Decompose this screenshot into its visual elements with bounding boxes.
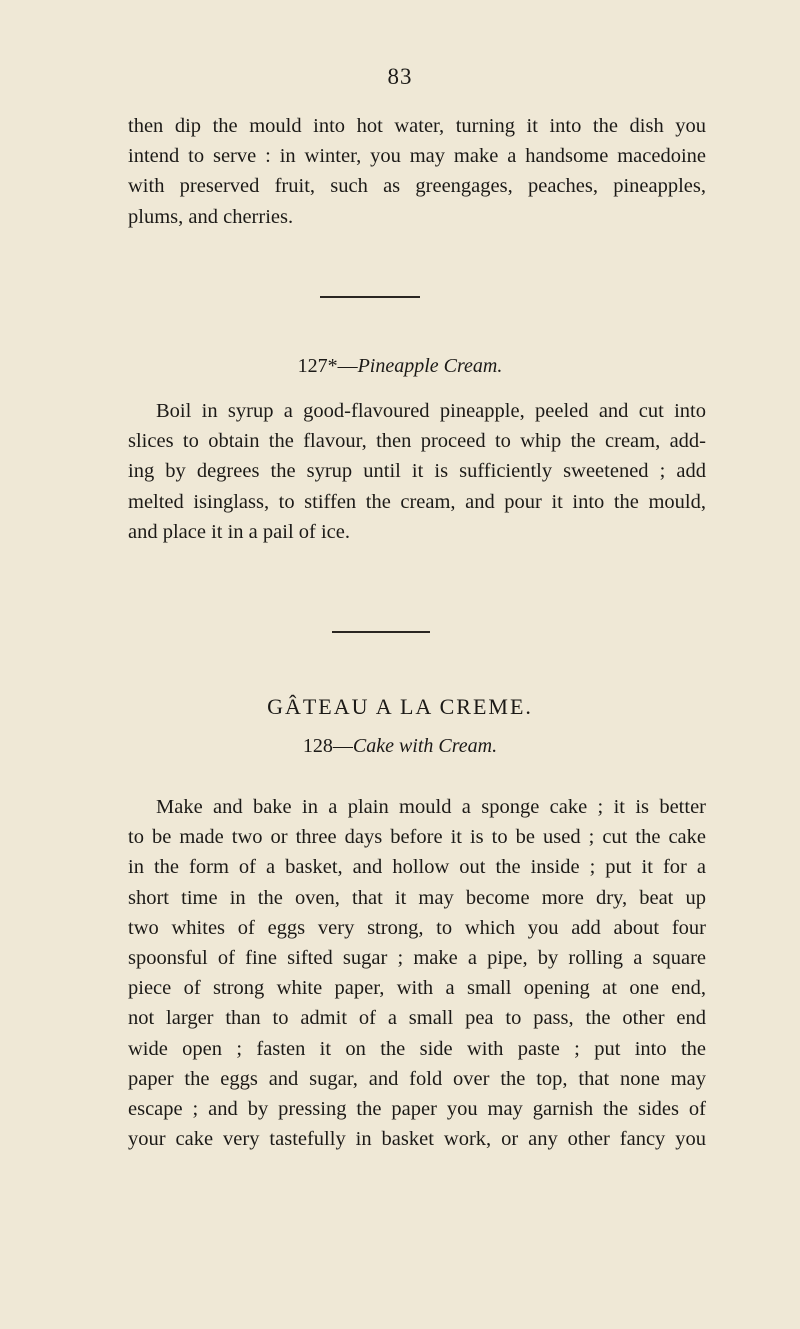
text-line: with preserved fruit, such as greengages, peaches, pineapples,	[128, 175, 706, 198]
text-line: and place it in a pail of ice.	[128, 520, 350, 543]
text-line: spoonsful of fine sifted sugar ; make a pipe, by rolling a square	[128, 947, 706, 970]
text-line: paper the eggs and sugar, and fold over the top, that none may	[128, 1067, 706, 1090]
recipe-number: 128—	[302, 735, 353, 757]
text-line: two whites of eggs very strong, to which you add about four	[128, 916, 706, 939]
text-line: not larger than to admit of a small pea to pass, the other end	[128, 1007, 706, 1030]
paragraph-cake-with-cream	[128, 792, 706, 1154]
paragraph-pineapple-cream	[128, 396, 706, 547]
paragraph-continued	[128, 111, 706, 232]
text-line: then dip the mould into hot water, turning it into the dish you	[128, 115, 706, 137]
text-line: Make and bake in a plain mould a sponge cake ; it is better	[156, 796, 706, 818]
page-number: 83	[387, 64, 413, 89]
text-line: short time in the oven, that it may become more dry, beat up	[128, 886, 706, 909]
text-line: Boil in syrup a good-flavoured pineapple, peeled and cut into	[156, 400, 706, 422]
section-divider	[332, 631, 430, 633]
text-line: escape ; and by pressing the paper you may garnish the sides of	[128, 1098, 706, 1121]
recipe-name: Pineapple Cream.	[357, 355, 503, 377]
text-line: melted isinglass, to stiffen the cream, and pour it into the mould,	[128, 490, 706, 513]
recipe-number: 127*—	[297, 355, 358, 377]
text-line: ing by degrees the syrup until it is sufficiently sweetened ; add	[128, 460, 706, 483]
text-line: slices to obtain the flavour, then proceed to whip the cream, add-	[128, 430, 706, 453]
text-line: in the form of a basket, and hollow out the inside ; put it for a	[128, 856, 706, 879]
recipe-title-127	[0, 355, 800, 378]
text-line: intend to serve : in winter, you may make a handsome macedoine	[128, 145, 706, 168]
text-line: to be made two or three days before it is to be used ; cut the cake	[128, 826, 706, 849]
text-line: plums, and cherries.	[128, 205, 294, 228]
recipe-name: Cake with Cream.	[352, 735, 498, 757]
text-line: your cake very tastefully in basket work, or any other fancy you	[128, 1128, 706, 1151]
text-line: piece of strong white paper, with a small opening at one end,	[128, 977, 706, 1000]
section-heading: GÂTEAU A LA CREME.	[267, 694, 533, 719]
text-line: wide open ; fasten it on the side with paste ; put into the	[128, 1037, 706, 1060]
recipe-title-128	[0, 735, 800, 758]
section-divider	[320, 296, 420, 298]
